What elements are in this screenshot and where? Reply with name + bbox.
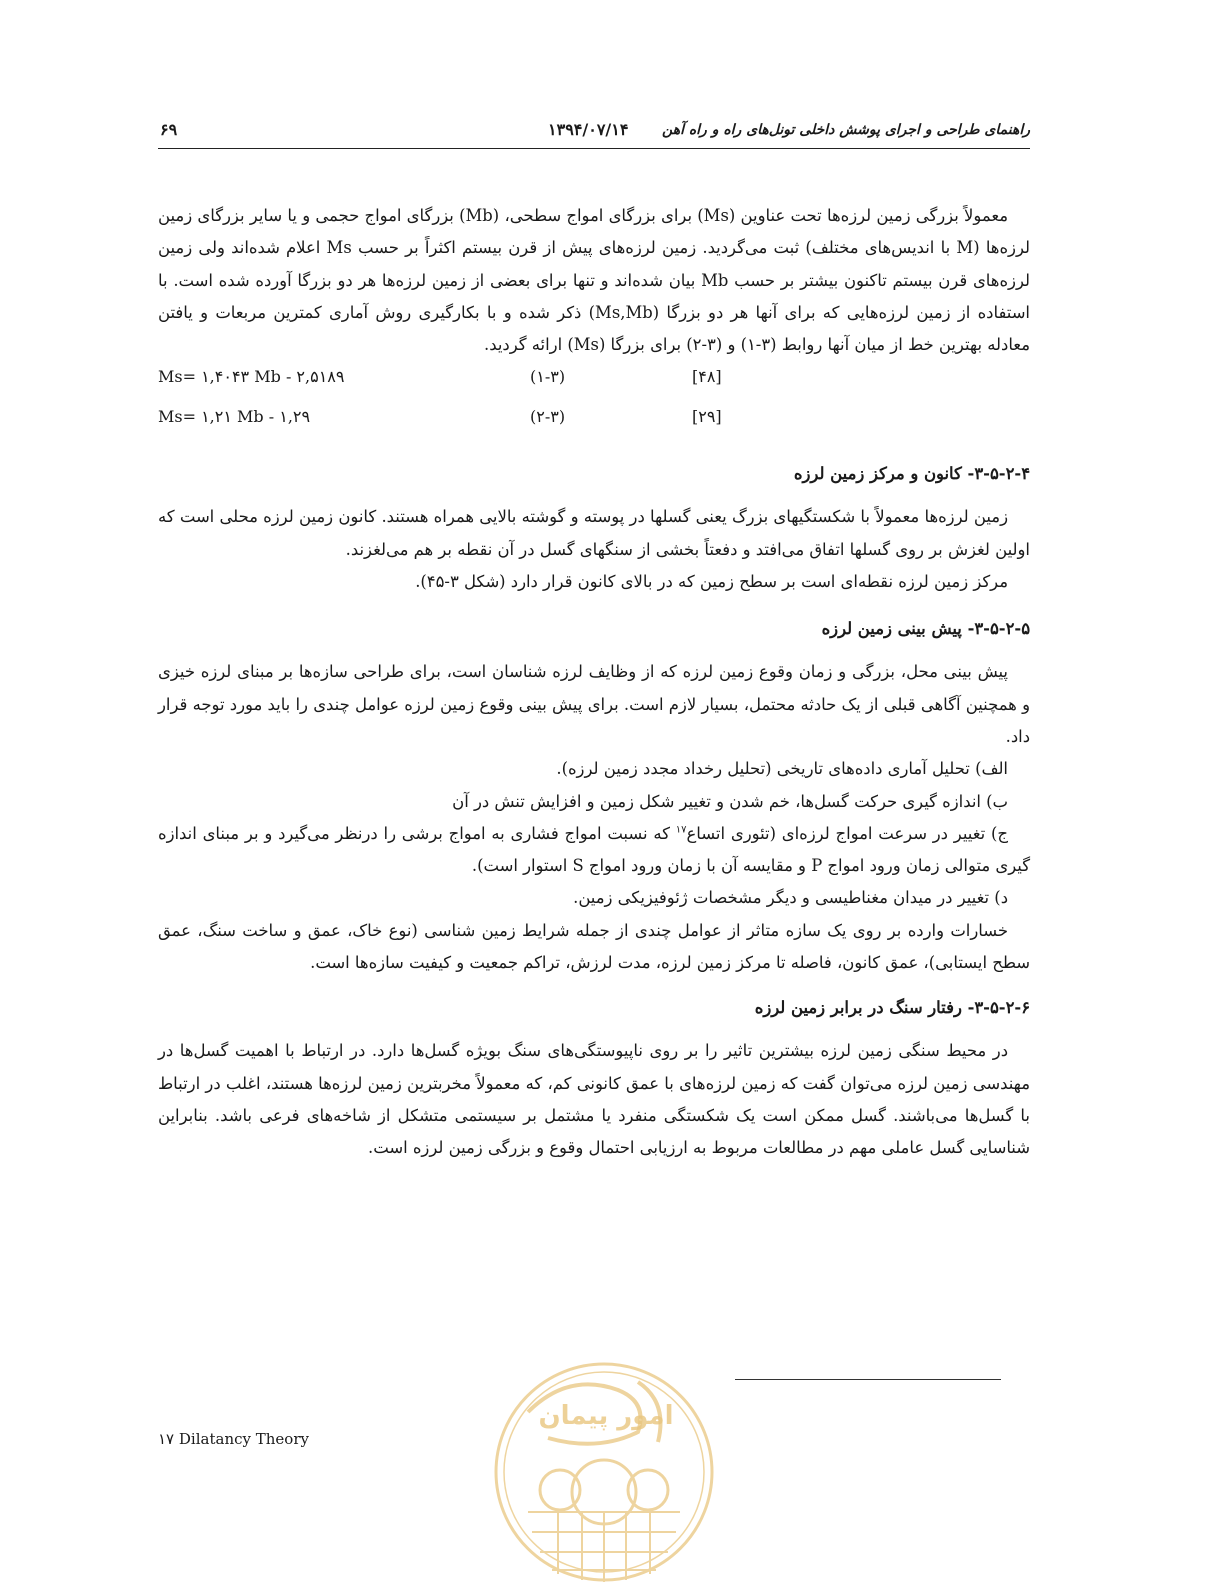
section-heading-rock: ۳-۵-۲-۶- رفتار سنگ در برابر زمین لرزه bbox=[754, 998, 1030, 1018]
seal-icon bbox=[488, 1342, 720, 1584]
footnote-separator bbox=[735, 1379, 1001, 1380]
footnote bbox=[158, 1430, 309, 1448]
list-item-d: د) تغییر در میدان مغناطیسی و دیگر مشخصات ژئوفیزیکی زمین. bbox=[573, 888, 1008, 908]
list-item-c bbox=[158, 818, 1030, 883]
page-number: ۶۹ bbox=[160, 120, 178, 139]
document-date: ۱۳۹۴/۰۷/۱۴ bbox=[548, 120, 629, 139]
document-title: راهنمای طراحی و اجرای پوشش داخلی تونل‌های راه و راه آهن bbox=[662, 122, 1030, 138]
equation-formula: Ms= ۱,۴۰۴۳ Mb - ۲,۵۱۸۹ bbox=[158, 367, 345, 387]
paragraph-focus: زمین لرزه‌ها معمولاً با شکستگیهای بزرگ یعنی گسلها در پوسته و گوشته بالایی همراه هستند. کانون زمین لرزه محلی است که اولین لغزش بر روی گسلها اتفاق می‌افتد و دفعتاً بخشی از سنگهای گسل در آن نقطه بر هم می‌لغزند. bbox=[158, 507, 1030, 559]
section-heading-prediction: ۳-۵-۲-۵- پیش بینی زمین لرزه bbox=[821, 619, 1030, 639]
seal-text: امور پیمان bbox=[538, 1401, 674, 1431]
paragraph-intro: معمولاً بزرگی زمین لرزه‌ها تحت عناوین (Ms) برای بزرگای امواج سطحی، (Mb) بزرگای امواج حجمی و یا سایر بزرگای زمین لرزه‌ها (M با اندیس‌های مختلف) ثبت می‌گردید. زمین لرزه‌های پیش از قرن بیستم اکثراً بر حسب Ms اعلام شده‌اند ولی زمین لرزه‌های قرن بیستم تاکنون بیشتر بر حسب Mb بیان شده‌اند و تنها برای بعضی از زمین لرزه‌ها هر دو بزرگا آورده شده است. با استفاده از زمین لرزه‌هایی که برای آنها هر دو بزرگا (Ms,Mb) ذکر شده و با بکارگیری روش آماری کمترین مربعات و یافتن معادله بهترین خط از میان آنها روابط (۳-۱) و (۳-۲) برای بزرگا (Ms) ارائه گردید. bbox=[158, 206, 1030, 355]
page-header bbox=[158, 118, 1030, 149]
equation-number: (۲-۳) bbox=[530, 407, 566, 427]
equation-number: (۱-۳) bbox=[530, 367, 566, 387]
equation-1 bbox=[158, 361, 1030, 401]
list-item-c-text-end: که نسبت امواج فشاری به امواج برشی را درنظر می‌گیرد و بر مبنای اندازه گیری متوالی زمان ورود امواج P و مقایسه آن با زمان ورود امواج S استوار است). bbox=[158, 823, 1030, 876]
paragraph-damage: خسارات وارده بر روی یک سازه متاثر از عوامل چندی از جمله شرایط زمین شناسی (نوع خاک، عمق و ساخت سنگ، عمق سطح ایستابی)، عمق کانون، فاصله تا مرکز زمین لرزه، مدت لرزش، تراکم جمعیت و کیفیت سازه‌ها است. bbox=[158, 920, 1030, 973]
section-heading-focus: ۳-۵-۲-۴- کانون و مرکز زمین لرزه bbox=[793, 464, 1030, 484]
page-body bbox=[158, 200, 1030, 1165]
list-item-a: الف) تحلیل آماری داده‌های تاریخی (تحلیل رخداد مجدد زمین لرزه). bbox=[556, 759, 1008, 779]
footnote-marker: ۱۷ bbox=[675, 824, 687, 836]
equation-reference: [۴۸] bbox=[692, 367, 722, 387]
paragraph-prediction: پیش بینی محل، بزرگی و زمان وقوع زمین لرزه که از وظایف لرزه شناسان است، برای طراحی سازه‌ها بر مبنای لرزه خیزی و همچنین آگاهی قبلی از یک حادثه محتمل، بسیار لازم است. برای پیش بینی وقوع زمین لرزه عوامل چندی را باید مورد توجه قرار داد. bbox=[158, 662, 1030, 746]
paragraph-rock: در محیط سنگی زمین لرزه بیشترین تاثیر را بر روی ناپیوستگی‌های سنگ بویژه گسل‌ها دارد. در ارتباط با اهمیت گسل‌ها در مهندسی زمین لرزه می‌توان گفت که زمین لرزه‌های با عمق کانونی کم، که معمولاً مخربترین زمین لرزه‌ها هستند، اغلب در ارتباط با گسل‌ها می‌باشند. گسل ممکن است یک شکستگی منفرد یا مشتمل بر سیستمی متشکل از شاخه‌های فرعی باشد. بنابراین شناسایی گسل عاملی مهم در مطالعات مربوط به ارزیابی احتمال وقوع و بزرگی زمین لرزه است. bbox=[158, 1041, 1030, 1158]
watermark-seal bbox=[488, 1342, 720, 1584]
equation-formula: Ms= ۱,۲۱ Mb - ۱,۲۹ bbox=[158, 407, 311, 427]
equation-2 bbox=[158, 401, 1030, 441]
paragraph-epicenter: مرکز زمین لرزه نقطه‌ای است بر سطح زمین که در بالای کانون قرار دارد (شکل ۳-۴۵). bbox=[415, 572, 1008, 592]
footnote-text: Dilatancy Theory bbox=[178, 1430, 309, 1448]
equation-reference: [۲۹] bbox=[692, 407, 722, 427]
list-item-c-text: ج) تغییر در سرعت امواج لرزه‌ای (تئوری اتساع bbox=[686, 823, 1009, 843]
list-item-b: ب) اندازه گیری حرکت گسل‌ها، خم شدن و تغییر شکل زمین و افزایش تنش در آن bbox=[452, 791, 1008, 811]
footnote-number: ۱۷ bbox=[158, 1430, 175, 1448]
